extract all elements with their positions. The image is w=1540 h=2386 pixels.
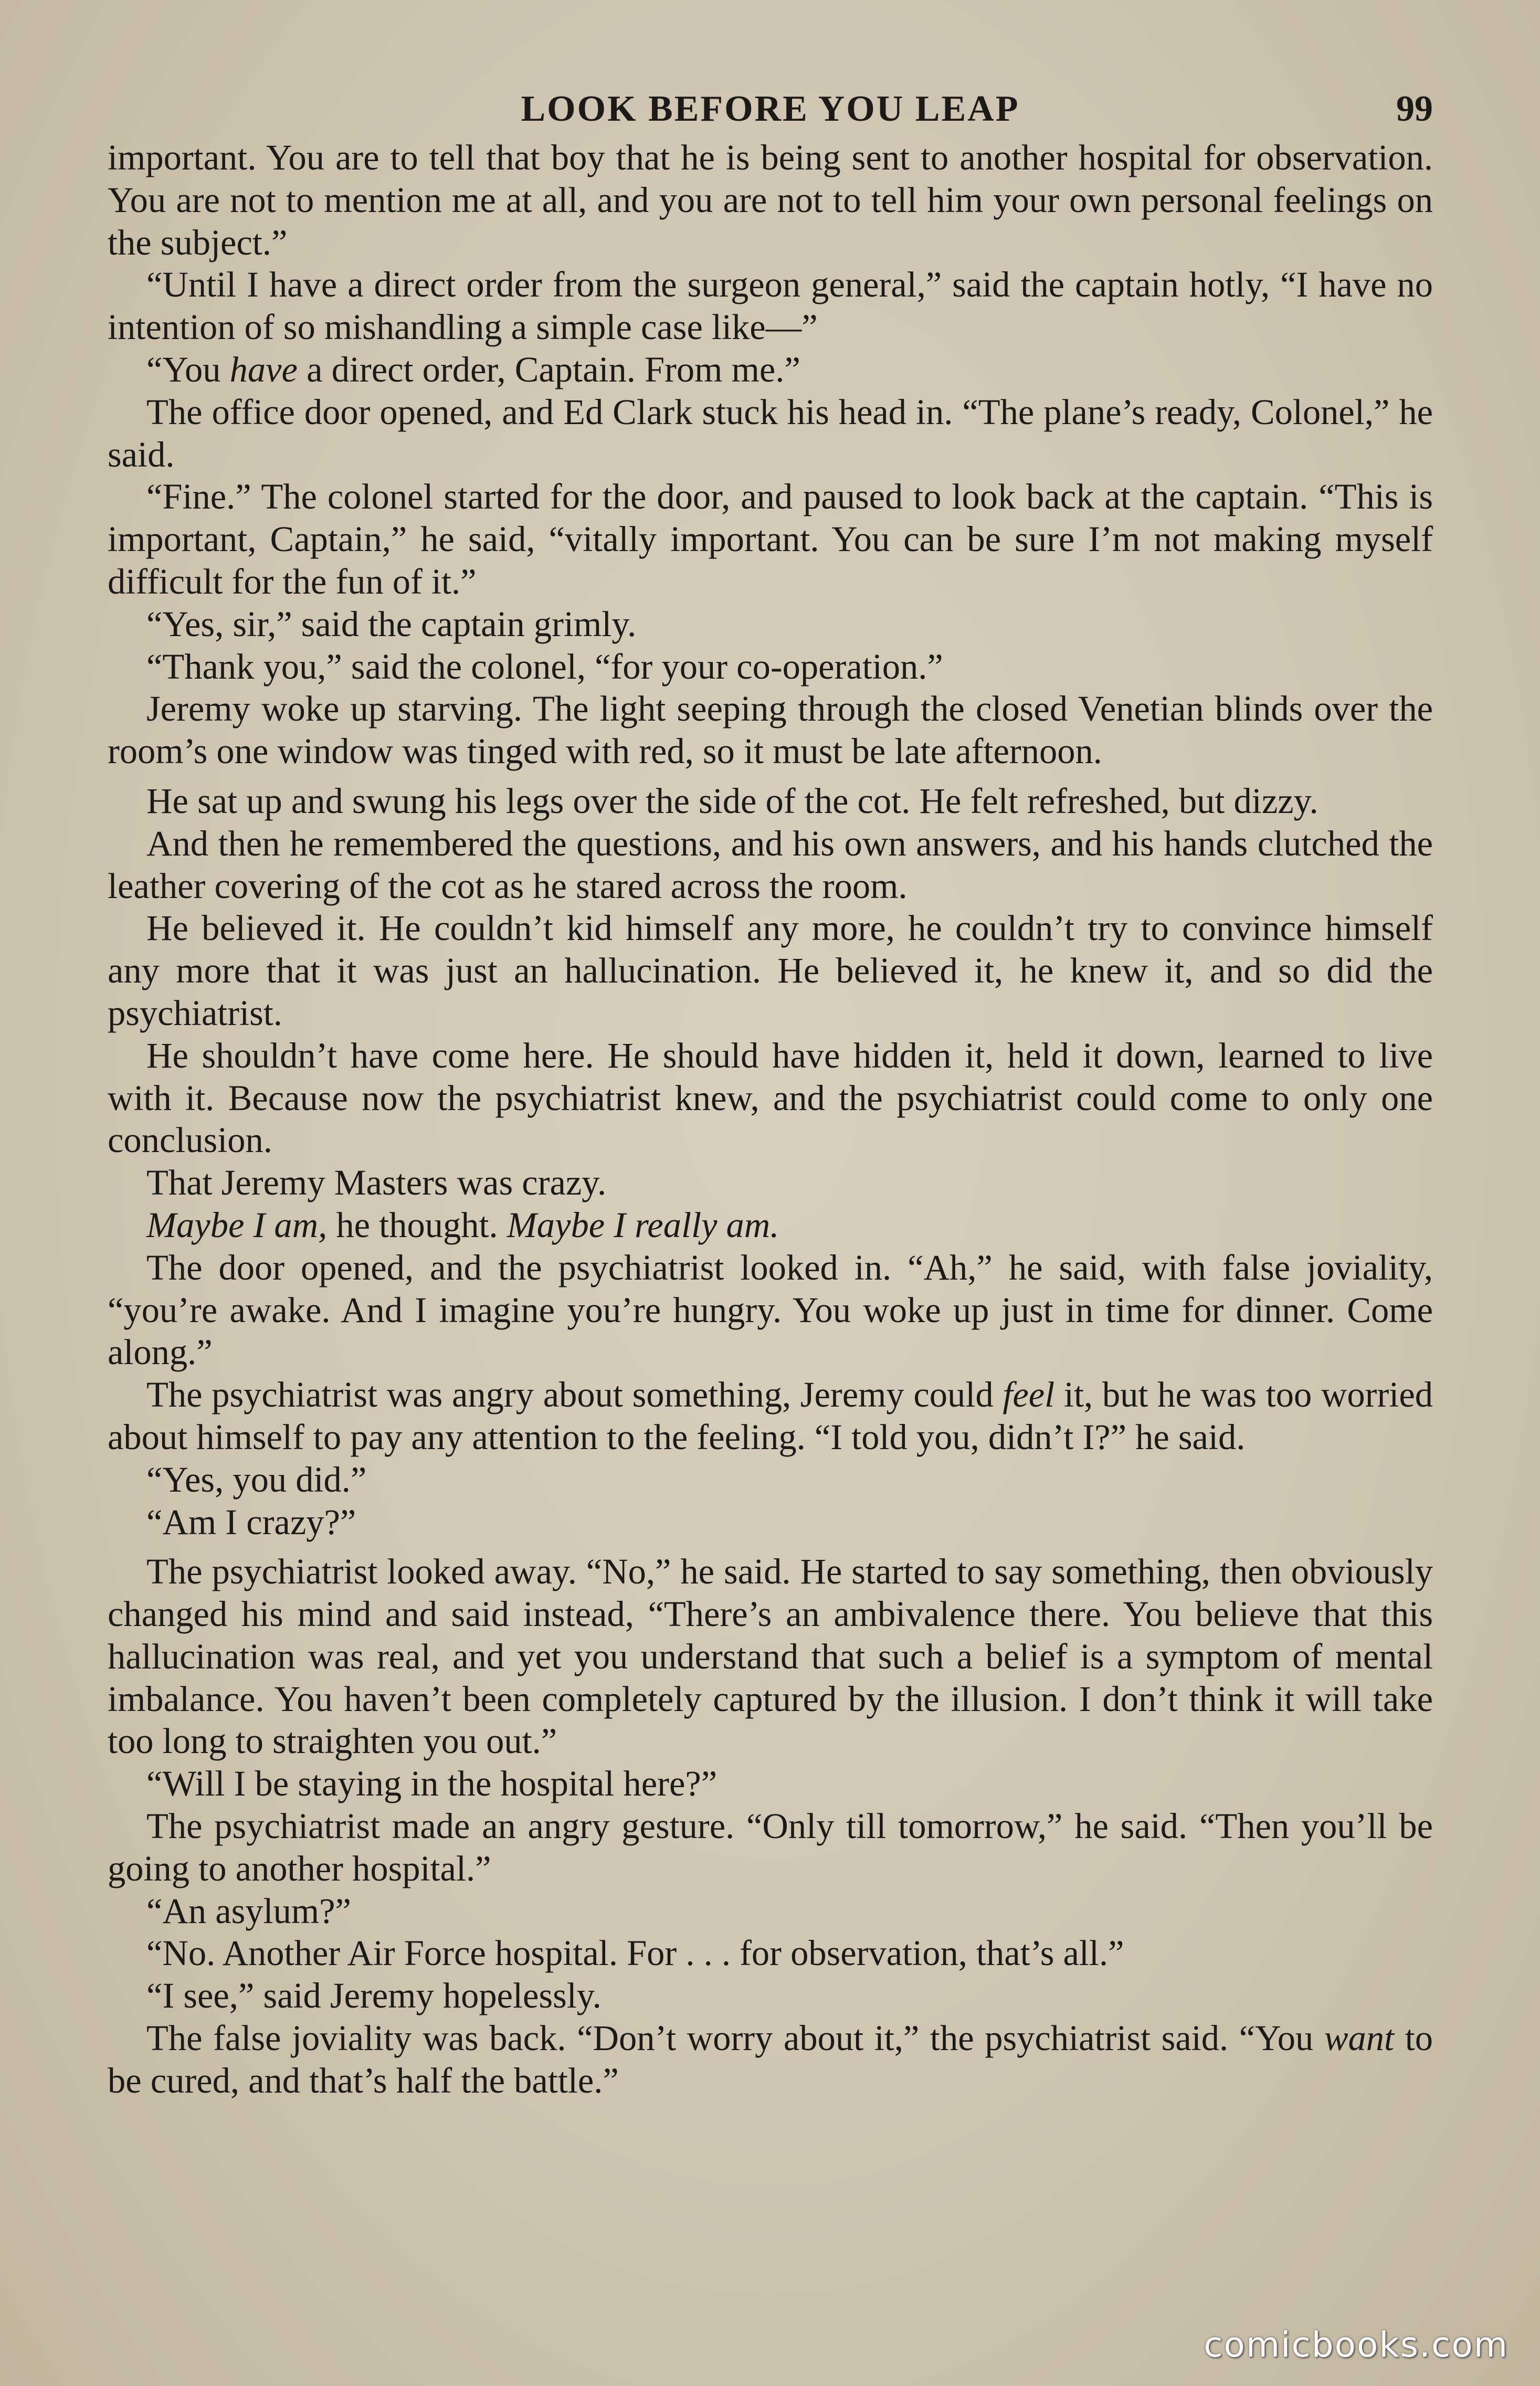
paragraph: “Yes, you did.” [146,1459,367,1500]
paragraph: “Am I crazy?” [146,1502,356,1542]
paragraph: That Jeremy Masters was crazy. [146,1163,607,1203]
paragraph: “Until I have a direct order from the surgeon general,” said the captain hotly, “I have no intention of so mishandling a simple case like—” [108,265,1433,347]
paragraph: The psychiatrist looked away. “No,” he said. He started to say something, then obviously changed his mind and said instead, “There’s an ambivalence there. You believe that this hallucination was real, and yet you understand that such a belief is a symptom of mental imbalance. You haven’t been completely captured by the illusion. I don’t think it will take too long to straighten you out.” [108,1551,1433,1761]
running-head [108,79,1433,136]
paragraph: Maybe I am, he thought. Maybe I really am. [146,1205,779,1245]
paragraph: The door opened, and the psychiatrist looked in. “Ah,” he said, with false joviality, “you’re awake. And I imagine you’re hungry. You woke up just in time for dinner. Come along.” [108,1247,1433,1373]
paragraph: “No. Another Air Force hospital. For . . . for observation, that’s all.” [146,1933,1124,1973]
watermark-text: comicbooks.com [1204,2325,1509,2365]
page-number: 99 [1396,89,1433,129]
paragraph: The psychiatrist was angry about something, Jeremy could feel it, but he was too worried about himself to pay any attention to the feeling. “I told you, didn’t I?” he said. [108,1375,1433,1457]
paragraph: “Fine.” The colonel started for the door, and paused to look back at the captain. “This is important, Captain,” he said, “vitally important. You can be sure I’m not making myself difficult for the fun of it.” [108,477,1433,601]
paragraph: “I see,” said Jeremy hopelessly. [146,1976,602,2016]
paragraph: The office door opened, and Ed Clark stuck his head in. “The plane’s ready, Colonel,” he said. [108,392,1433,474]
paragraph: “Yes, sir,” said the captain grimly. [146,604,637,644]
paragraph: He sat up and swung his legs over the side of the cot. He felt refreshed, but dizzy. [146,780,1319,821]
paragraph: He shouldn’t have come here. He should have hidden it, held it down, learned to live with it. Because now the psychiatrist knew, and the psychiatrist could come to only one conclusion. [108,1035,1433,1160]
paragraph: “You have a direct order, Captain. From me.” [146,349,800,389]
book-page [108,79,1433,2309]
paragraph: The false joviality was back. “Don’t worry about it,” the psychiatrist said. “You want to be cured, and that’s half the battle.” [108,2018,1433,2100]
paragraph: The psychiatrist made an angry gesture. “Only till tomorrow,” he said. “Then you’ll be going to another hospital.” [108,1806,1433,1888]
paragraph: He believed it. He couldn’t kid himself any more, he couldn’t try to convince himself any more that it was just an hallucination. He believed it, he knew it, and so did the psychiatrist. [108,908,1433,1033]
running-title: LOOK BEFORE YOU LEAP [521,89,1020,129]
paragraph: “Will I be staying in the hospital here?” [146,1764,718,1804]
paragraph: And then he remembered the questions, and his own answers, and his hands clutched the leather covering of the cot as he stared across the room. [108,823,1433,906]
paragraph: important. You are to tell that boy that he is being sent to another hospital for observation. You are not to mention me at all, and you are not to tell him your own personal feelings on the subject.” [108,138,1433,262]
paragraph: “Thank you,” said the colonel, “for your co-operation.” [146,646,943,687]
body-text [108,136,1433,2102]
paragraph: Jeremy woke up starving. The light seeping through the closed Venetian blinds over the room’s one window was tinged with red, so it must be late afternoon. [108,689,1433,772]
paragraph: “An asylum?” [146,1891,351,1931]
